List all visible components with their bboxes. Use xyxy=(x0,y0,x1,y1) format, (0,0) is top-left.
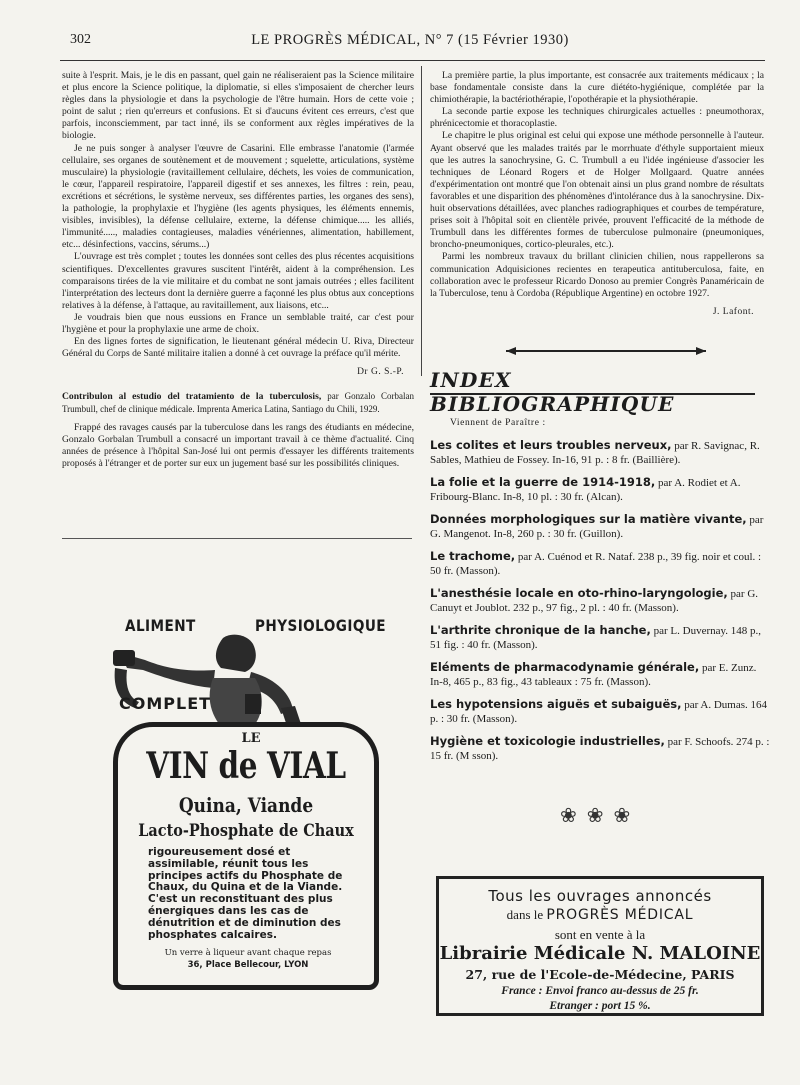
header-rule xyxy=(60,60,765,61)
book-details: par G. Canuyt et Joublot. 232 p., 97 fig., 2 pl. : 40 fr. (Masson). xyxy=(430,588,759,614)
notice-bookshop: Librairie Médicale N. MALOINE xyxy=(439,943,761,964)
index-title: INDEX BIBLIOGRAPHIQUE xyxy=(430,368,675,416)
advert-complet: COMPLET xyxy=(119,694,212,713)
index-underline xyxy=(430,393,755,395)
notice-line-1: Tous les ouvrages annoncés xyxy=(488,887,712,905)
book-title: La folie et la guerre de 1914-1918, xyxy=(430,475,656,489)
notice-line-2 xyxy=(439,907,761,923)
page-number: 302 xyxy=(70,32,91,47)
column-divider xyxy=(421,66,422,376)
book-title: Les colites et leurs troubles nerveux, xyxy=(430,438,672,452)
book-details: par A. Dumas. 164 p. : 30 fr. (Masson). xyxy=(430,699,768,725)
index-subtitle: Viennent de Paraître : xyxy=(450,418,546,428)
book-entry xyxy=(430,623,770,652)
advert-line-quina: Quina, Viande xyxy=(178,793,314,817)
advert-product-name: VIN de VIAL xyxy=(146,745,346,787)
book-details: par R. Savignac, R. Sables, Mathieu de Fossey. In-16, 91 p. : 8 fr. (Baillière). xyxy=(430,440,760,466)
book-title: Les hypotensions aiguës et subaiguës, xyxy=(430,697,682,711)
book-entry xyxy=(430,734,770,763)
running-head: LE PROGRÈS MÉDICAL, N° 7 (15 Février 1930) xyxy=(251,32,569,48)
advert-line-lacto: Lacto-Phosphate de Chaux xyxy=(138,821,354,841)
notice-journal-name: PROGRÈS MÉDICAL xyxy=(546,907,694,923)
book-details: par F. Schoofs. 274 p. : 15 fr. (M sson). xyxy=(430,736,770,762)
book-entry xyxy=(430,438,770,467)
book-entry xyxy=(430,475,770,504)
advert-le: LE xyxy=(241,731,261,746)
review-reference xyxy=(62,390,414,416)
book-entry xyxy=(430,697,770,726)
flower-ornament-icon: ❀❀❀ xyxy=(560,805,641,827)
book-title: L'anesthésie locale en oto-rhino-laryngologie, xyxy=(430,586,728,600)
notice-shipping-abroad: Etranger : port 15 %. xyxy=(549,1000,651,1012)
review-title: Contribulon al estudio del tratamiento de la tuberculosis, xyxy=(62,391,322,403)
book-entry xyxy=(430,586,770,615)
book-details: par L. Duvernay. 148 p., 51 fig. : 40 fr. (Masson). xyxy=(430,625,762,651)
paragraph: Je voudrais bien que nous eussions en France un semblable traité, car c'est pour l'hygiène et pour la prophylaxie une arme de choix. xyxy=(62,311,414,335)
advert-physiologique: PHYSIOLOGIQUE xyxy=(255,616,387,635)
paragraph: Le chapitre le plus original est celui qui expose une méthode personnelle à l'auteur. Ayant observé que les malades traités par le morrhuate d'éthyle supportaient mieux que les autres la sanochrysine, G. C. Trumbull a eu l'idée ingénieuse d'associer les techniques de Léonard Rogers et de Holger Mollgaard. Quatre années d'expérimentation ont montré que l'on obtenait ainsi un plus grand nombre de résultats favorables et une disparition des phénomènes d'intolérance dus à la sanochrysine. Dix-huit observations détaillées, avec planches radiographiques et courbes de température, prises soit à l'hôpital soit en clientèle privée, prouvent l'efficacité de la méthode de Trumbull dans les différentes formes de tuberculose pulmonaire (pneumoniques, broncho-pneumoniques, cortico-pleurales, etc.). xyxy=(430,130,764,251)
left-column xyxy=(62,70,414,470)
book-entry xyxy=(430,660,770,689)
paragraph: L'ouvrage est très complet ; toutes les données sont celles des plus récentes acquisitions scientifiques. D'excellentes gravures suscitent l'intérêt, aident à la compréhension. Les comparaisons tirées de la vie militaire et du combat ne sont jamais outrées ; elles facilitent l'interprétation des lecteurs dont la dernière guerre a façonné les plus obtus aux conceptions relatives à la défense, à l'attaque, au ravitaillement, aux liaisons, etc... xyxy=(62,251,414,311)
review-text: Frappé des ravages causés par la tuberculose dans les rangs des étudiants en médecine, Gonzalo Gorbalan Trumbull a consacré un important travail à ce thème d'actualité. Cinq années de présence à l'hôpital San-José lui ont permis d'essayer les différents traitements proposés à l'étranger et de porter sur eux un jugement basé sur les possibilités cliniques. xyxy=(62,421,414,469)
advert-address: 36, Place Bellecour, LYON xyxy=(187,960,309,970)
notice-address: 27, rue de l'Ecole-de-Médecine, PARIS xyxy=(465,967,735,982)
decorative-rule-icon xyxy=(506,346,706,356)
paragraph: Je ne puis songer à analyser l'œuvre de Casarini. Elle embrasse l'anatomie (l'armée cellulaire, ses organes de soutènement et de mouvement ; squelette, articulations, système musculaire) la physiologie (ravitaillement cellulaire, déchets, les voies de communication, le cœur, l'appareil respiratoire, l'appareil digestif et ses annexes, les filtres : rein, peau, excrétions et sécrétions, le système nerveux, ses différentes parties, les organes des sens), la pathologie, la prophylaxie et l'hygiène (les agents physiques, les éléments ennemis, visibles, invisibles), la défense cellulaire, externe, la défense chimique..... les alliés, l'immunité....., maladies contagieuses, maladies vénériennes, alimentation, habillement, etc... désinfections, vaccins, sérums...) xyxy=(62,142,414,251)
signature: J. Lafont. xyxy=(712,306,754,317)
book-details: par G. Mangenot. In-8, 260 p. : 30 fr. (Guillon). xyxy=(430,514,764,540)
advert-header xyxy=(95,612,395,642)
book-details: par A. Rodiet et A. Fribourg-Blanc. In-8, 10 pl. : 30 fr. (Alcan). xyxy=(430,477,741,503)
book-entry xyxy=(430,549,770,578)
advert-aliment: ALIMENT xyxy=(125,616,196,635)
book-list xyxy=(430,438,770,771)
paragraph: suite à l'esprit. Mais, je le dis en passant, quel gain ne réaliseraient pas la Science militaire et plus encore la Science politique, la diplomatie, si elles s'imposaient de chercher leurs règles dans la physiologie et dans la psychologie de l'être humain. Hors de cette voie ; point de salut ; rien qu'erreurs et confusions. Et si d'aucuns évitent ces erreurs, c'est que parfois, inconsciemment, par tact inné, ils se conforment aux règles impératives de la biologie. xyxy=(62,70,414,142)
advert-body: rigoureusement dosé et assimilable, réunit tous les principes actifs du Phosphate de Chaux, du Quina et de la Viande. C'est un reconstituant des plus énergiques dans les cas de dénutrition et de diminution des phosphates calcaires. xyxy=(148,846,343,941)
maloine-notice-box xyxy=(436,876,764,1016)
book-title: Le trachome, xyxy=(430,549,516,563)
book-title: Données morphologiques sur la matière vivante, xyxy=(430,512,747,526)
review-citation: par Gonzalo Corbalan Trumbull, chef de clinique médicale. Imprenta America Latina, Santiago du Chili, 1929. xyxy=(62,391,414,415)
advert-bottle-frame xyxy=(113,722,379,990)
book-title: Hygiène et toxicologie industrielles, xyxy=(430,734,665,748)
book-details: par E. Zunz. In-8, 465 p., 83 fig., 43 tableaux : 75 fr. (Masson). xyxy=(430,662,757,688)
book-title: L'arthrite chronique de la hanche, xyxy=(430,623,651,637)
book-entry xyxy=(430,512,770,541)
page-header xyxy=(60,30,760,56)
paragraph: Parmi les nombreux travaux du brillant clinicien chilien, nous rappellerons sa communication Adquisiciones recientes en terapeutica antituberculosa, faite, en collaboration avec le professeur Ricardo Donoso au premier Congrès Panaméricain de la Tuberculose, tenu à Cordoba (République Argentine) en octobre 1927. xyxy=(430,251,764,299)
notice-shipping-france: France : Envoi franco au-dessus de 25 fr. xyxy=(501,985,699,997)
signature: Dr G. S.-P. xyxy=(357,367,404,378)
paragraph: En des lignes fortes de signification, le lieutenant général médecin U. Riva, Directeur Général du Corps de Santé militaire italien a donné à cet ouvrage la préface qu'il mérite. xyxy=(62,336,414,360)
notice-line-2-prefix: dans le xyxy=(506,907,544,922)
book-title: Eléments de pharmacodynamie générale, xyxy=(430,660,700,674)
notice-line-3: sont en vente à la xyxy=(554,927,646,942)
section-rule xyxy=(62,538,412,539)
paragraph: La seconde partie expose les techniques chirurgicales actuelles : pneumothorax, phrénicectomie et thoracoplastie. xyxy=(430,106,764,130)
advert-usage: Un verre à liqueur avant chaque repas xyxy=(164,948,332,958)
book-details: par A. Cuénod et R. Nataf. 238 p., 39 fig. noir et coul. : 50 fr. (Masson). xyxy=(430,551,762,577)
vin-de-vial-advert xyxy=(95,598,395,993)
right-column xyxy=(430,70,764,318)
paragraph: La première partie, la plus importante, est consacrée aux traitements médicaux ; la base fondamentale consiste dans la cure diététo-hygiénique, complétée par la chimiothérapie, la bactériothérapie, l'opothérapie et la physiothérapie. xyxy=(430,70,764,106)
